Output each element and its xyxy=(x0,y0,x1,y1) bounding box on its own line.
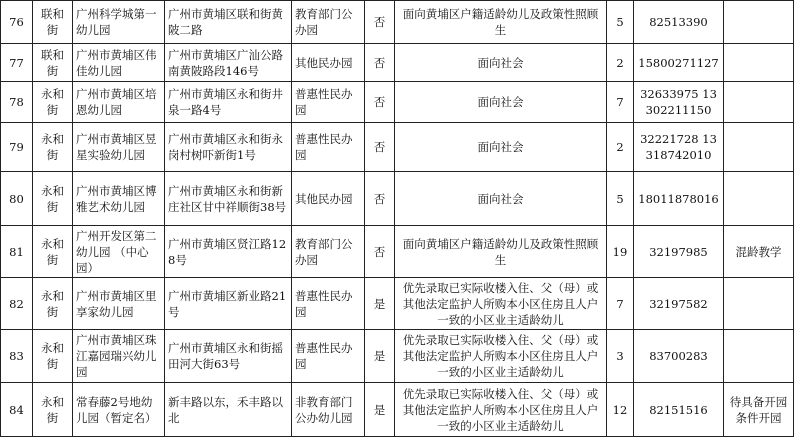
table-row xyxy=(1,123,794,172)
note-cell xyxy=(724,82,794,123)
street-cell: 永和街 xyxy=(33,226,73,278)
address-cell: 广州市黄埔区永和街摇田河大街63号 xyxy=(165,330,292,383)
scope-cell: 面向社会 xyxy=(395,123,607,172)
row-number: 82 xyxy=(1,278,33,330)
type-cell: 其他民办园 xyxy=(292,44,365,82)
address-cell: 广州市黄埔区贤江路128号 xyxy=(165,226,292,278)
phone-cell: 15800271127 xyxy=(634,44,724,82)
row-number: 79 xyxy=(1,123,33,172)
type-cell: 非教育部门公办幼儿园 xyxy=(292,383,365,437)
street-cell: 永和街 xyxy=(33,278,73,330)
classes-cell: 19 xyxy=(607,226,634,278)
scope-cell: 优先录取已实际收楼入住、父（母）或其他法定监护人所购本小区住房且人户一致的小区业主适龄幼儿 xyxy=(395,383,607,437)
scope-cell: 优先录取已实际收楼入住、父（母）或其他法定监护人所购本小区住房且人户一致的小区业主适龄幼儿 xyxy=(395,278,607,330)
phone-cell: 32197582 xyxy=(634,278,724,330)
kindergarten-name: 广州开发区第二幼儿园 （中心园） xyxy=(73,226,165,278)
address-cell: 新丰路以东，禾丰路以北 xyxy=(165,383,292,437)
kindergarten-name: 广州市黄埔区培恩幼儿园 xyxy=(73,82,165,123)
table-row xyxy=(1,383,794,437)
address-cell: 广州市黄埔区永和街井泉一路4号 xyxy=(165,82,292,123)
phone-cell: 32221728 13318742010 xyxy=(634,123,724,172)
address-cell: 广州市黄埔区新业路21号 xyxy=(165,278,292,330)
kindergarten-name: 广州市黄埔区昱星实验幼儿园 xyxy=(73,123,165,172)
table-row xyxy=(1,172,794,226)
address-cell: 广州市黄埔区永和街永岗村树吓新街1号 xyxy=(165,123,292,172)
phone-cell: 18011878016 xyxy=(634,172,724,226)
note-cell: 混龄教学 xyxy=(724,226,794,278)
note-cell xyxy=(724,44,794,82)
note-cell xyxy=(724,1,794,44)
note-cell xyxy=(724,172,794,226)
kindergarten-name: 广州市黄埔区博雅艺术幼儿园 xyxy=(73,172,165,226)
classes-cell: 5 xyxy=(607,172,634,226)
row-number: 80 xyxy=(1,172,33,226)
phone-cell: 32197985 xyxy=(634,226,724,278)
kindergarten-name: 常春藤2号地幼儿园（暂定名） xyxy=(73,383,165,437)
type-cell: 普惠性民办园 xyxy=(292,278,365,330)
special-cell: 否 xyxy=(365,1,395,44)
special-cell: 是 xyxy=(365,330,395,383)
row-number: 76 xyxy=(1,1,33,44)
kindergarten-name: 广州市黄埔区里享家幼儿园 xyxy=(73,278,165,330)
table-row xyxy=(1,226,794,278)
table-row xyxy=(1,278,794,330)
address-cell: 广州市黄埔区联和街黄陂二路 xyxy=(165,1,292,44)
classes-cell: 12 xyxy=(607,383,634,437)
table-row xyxy=(1,330,794,383)
special-cell: 是 xyxy=(365,383,395,437)
phone-cell: 82151516 xyxy=(634,383,724,437)
phone-cell: 82513390 xyxy=(634,1,724,44)
street-cell: 联和街 xyxy=(33,1,73,44)
phone-cell: 32633975 13302211150 xyxy=(634,82,724,123)
note-cell xyxy=(724,330,794,383)
type-cell: 普惠性民办园 xyxy=(292,82,365,123)
special-cell: 否 xyxy=(365,82,395,123)
scope-cell: 面向黄埔区户籍适龄幼儿及政策性照顾生 xyxy=(395,1,607,44)
classes-cell: 2 xyxy=(607,123,634,172)
special-cell: 否 xyxy=(365,44,395,82)
scope-cell: 面向社会 xyxy=(395,82,607,123)
special-cell: 否 xyxy=(365,123,395,172)
table-row xyxy=(1,44,794,82)
row-number: 84 xyxy=(1,383,33,437)
classes-cell: 3 xyxy=(607,330,634,383)
classes-cell: 7 xyxy=(607,82,634,123)
kindergarten-name: 广州科学城第一幼儿园 xyxy=(73,1,165,44)
type-cell: 其他民办园 xyxy=(292,172,365,226)
note-cell xyxy=(724,278,794,330)
address-cell: 广州市黄埔区永和街新庄社区甘中祥顺街38号 xyxy=(165,172,292,226)
street-cell: 联和街 xyxy=(33,44,73,82)
row-number: 77 xyxy=(1,44,33,82)
kindergarten-name: 广州市黄埔区伟佳幼儿园 xyxy=(73,44,165,82)
type-cell: 教育部门公办园 xyxy=(292,1,365,44)
type-cell: 教育部门公办园 xyxy=(292,226,365,278)
kindergarten-name: 广州市黄埔区珠江嘉园瑞兴幼儿园 xyxy=(73,330,165,383)
phone-cell: 83700283 xyxy=(634,330,724,383)
classes-cell: 5 xyxy=(607,1,634,44)
note-cell: 待具备开园条件开园 xyxy=(724,383,794,437)
note-cell xyxy=(724,123,794,172)
scope-cell: 面向社会 xyxy=(395,44,607,82)
street-cell: 永和街 xyxy=(33,82,73,123)
row-number: 78 xyxy=(1,82,33,123)
special-cell: 否 xyxy=(365,226,395,278)
scope-cell: 面向社会 xyxy=(395,172,607,226)
type-cell: 普惠性民办园 xyxy=(292,123,365,172)
row-number: 81 xyxy=(1,226,33,278)
scope-cell: 面向黄埔区户籍适龄幼儿及政策性照顾生 xyxy=(395,226,607,278)
classes-cell: 2 xyxy=(607,44,634,82)
special-cell: 是 xyxy=(365,278,395,330)
table-row xyxy=(1,82,794,123)
scope-cell: 优先录取已实际收楼入住、父（母）或其他法定监护人所购本小区住房且人户一致的小区业主适龄幼儿 xyxy=(395,330,607,383)
address-cell: 广州市黄埔区广汕公路南黄陂路段146号 xyxy=(165,44,292,82)
special-cell: 否 xyxy=(365,172,395,226)
type-cell: 普惠性民办园 xyxy=(292,330,365,383)
street-cell: 永和街 xyxy=(33,172,73,226)
street-cell: 永和街 xyxy=(33,330,73,383)
table-row xyxy=(1,1,794,44)
classes-cell: 7 xyxy=(607,278,634,330)
street-cell: 永和街 xyxy=(33,383,73,437)
street-cell: 永和街 xyxy=(33,123,73,172)
row-number: 83 xyxy=(1,330,33,383)
table-body xyxy=(1,1,794,437)
